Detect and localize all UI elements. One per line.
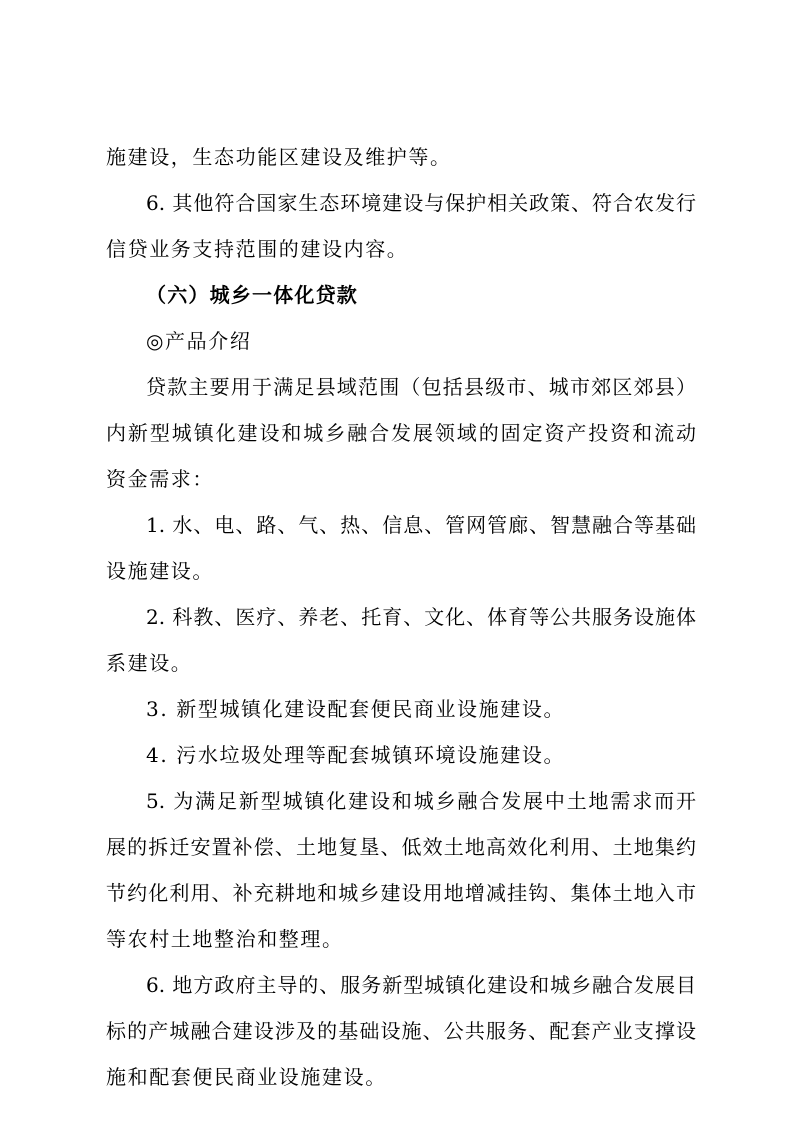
text-line: 系建设。 xyxy=(106,651,193,675)
text-line: 信贷业务支持范围的建设内容。 xyxy=(106,237,409,261)
text-line: 2. 科教、医疗、养老、托育、文化、体育等公共服务设施体 xyxy=(146,605,696,629)
text-line: 等农村土地整治和整理。 xyxy=(106,927,344,951)
text-line: ◎产品介绍 xyxy=(146,329,252,353)
text-line: 贷款主要用于满足县域范围（包括县级市、城市郊区郊县） xyxy=(146,375,696,399)
text-line: 3. 新型城镇化建设配套便民商业设施建设。 xyxy=(146,697,566,721)
text-line: 5. 为满足新型城镇化建设和城乡融合发展中土地需求而开 xyxy=(146,789,696,813)
text-line: 节约化利用、补充耕地和城乡建设用地增减挂钩、集体土地入市 xyxy=(106,881,696,905)
text-line: 设施建设。 xyxy=(106,559,214,583)
text-line: 内新型城镇化建设和城乡融合发展领域的固定资产投资和流动 xyxy=(106,421,696,445)
text-line: 6. 其他符合国家生态环境建设与保护相关政策、符合农发行 xyxy=(146,191,696,215)
text-line: 6. 地方政府主导的、服务新型城镇化建设和城乡融合发展目 xyxy=(146,973,696,997)
text-line: 标的产城融合建设涉及的基础设施、公共服务、配套产业支撑设 xyxy=(106,1019,696,1043)
text-line: 资金需求： xyxy=(106,467,214,491)
text-line: 1. 水、电、路、气、热、信息、管网管廊、智慧融合等基础 xyxy=(146,513,696,537)
text-line: 4. 污水垃圾处理等配套城镇环境设施建设。 xyxy=(146,743,566,767)
text-line: 施和配套便民商业设施建设。 xyxy=(106,1065,387,1089)
text-line: 施建设，生态功能区建设及维护等。 xyxy=(106,145,452,169)
text-line: 展的拆迁安置补偿、土地复垦、低效土地高效化利用、土地集约 xyxy=(106,835,696,859)
section-heading: （六）城乡一体化贷款 xyxy=(146,283,358,307)
